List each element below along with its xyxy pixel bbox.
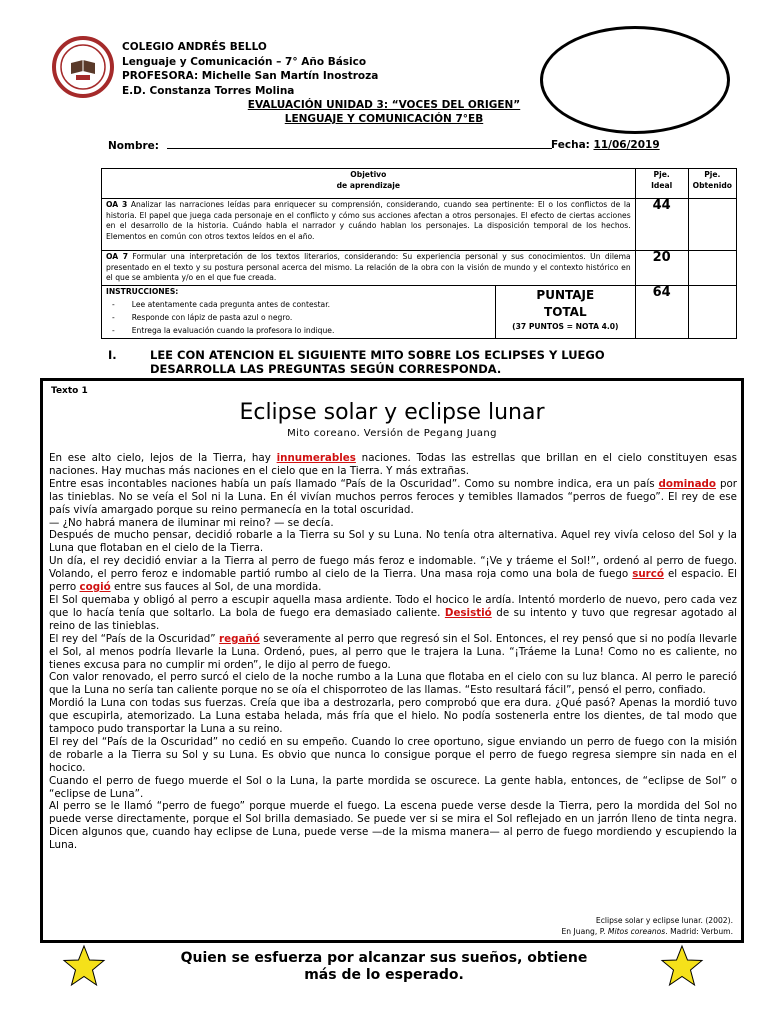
story-paragraph: Un día, el rey decidió enviar a la Tierra al perro de fuego más feroz e indomable. “¡Ve y tráeme el Sol!”, ordenó al perro de fuego. Volando, el perro feroz e indomable partió rumbo al cielo de la Tierra. Una masa roja como una bola de fuego surcó el espacio. El perro cogió entre sus fauces al Sol, de una mordida. (49, 555, 737, 594)
story-paragraph: El rey del “País de la Oscuridad” no cedió en su empeño. Cuando lo cree oportuno, sigue enviando un perro de fuego con la misión de robarle a la Tierra su Sol y su Luna. Es obvio que nunca lo consigue porque el perro de fuego regresa siempre sin nada en el hocico. (49, 735, 737, 774)
total-score-label (496, 285, 636, 339)
vocab-word: Desistió (444, 606, 492, 619)
section-number: I. (108, 348, 117, 362)
school-name: COLEGIO ANDRÉS BELLO (122, 41, 267, 53)
vocab-word: innumerables (276, 452, 356, 464)
story-paragraph: Después de mucho pensar, decidió robarle a la Tierra su Sol y su Luna. No tenía otra alternativa. Aquel rey vivía celoso del Sol y la Luna que flotaban en el cielo de la Tierra. (49, 529, 737, 555)
story-paragraph: El rey del “País de la Oscuridad” regañó severamente al perro que regresó sin el Sol. Entonces, el rey pensó que si no podía llevarle el Sol, al menos podría llevarle la Luna. Ordenó, pues, al perro que le trajera la Luna. “¡Tráeme la Luna! Como no es caliente, no tienes excusa para no cumplir mi orden”, le dijo al perro de fuego. (49, 632, 737, 671)
oa3-code: OA 3 (106, 200, 128, 209)
story-paragraph: Al perro se le llamó “perro de fuego” porque muerde el fuego. La escena puede verse desde la Tierra, pero la mordida del Sol no puede verse directamente, porque el Sol brilla demasiado. Se puede ver si se mira el Sol reflejado en un jarrón lleno de tinta negra. Dicen algunos que, cuando hay eclipse de Luna, puede verse —de la misma manera— al perro de fuego mordiendo y escupiendo la Luna. (49, 800, 737, 852)
quote-line1: Quien se esfuerza por alcanzar sus sueños, obtiene (180, 950, 588, 966)
total-score-line2: TOTAL (544, 304, 587, 319)
oa7-obtained[interactable] (688, 251, 736, 286)
instruction-item: - Lee atentamente cada pregunta antes de contestar. (136, 298, 491, 311)
total-score-line1: PUNTAJE (536, 287, 595, 302)
text-label: Texto 1 (51, 386, 88, 396)
story-paragraph: En ese alto cielo, lejos de la Tierra, hay innumerables naciones. Todas las estrellas que brillan en el cielo constituyen esas naciones. Hay muchas más naciones en el cielo que en la Tierra. Y más extrañas. (49, 452, 737, 477)
oa3-points: 44 (635, 199, 688, 251)
vocab-word: cogió (79, 581, 111, 594)
oa3-text: Analizar las narraciones leídas para enriquecer su comprensión, considerando, cuando sea pertinente: El o los conflictos de la historia. El papel que juega cada personaje en el conflicto y cómo sus acciones afectan a otros personajes. El efecto de ciertas acciones en el desarrollo de la historia. Cuándo habla el narrador y cuándo hablan los personajes. La disposición temporal de los hechos. Elementos en común con otros textos leídos en el año. (106, 200, 631, 241)
school-header (122, 40, 378, 98)
name-field[interactable] (108, 139, 552, 152)
ideal-header (635, 169, 688, 199)
evaluation-title: EVALUACIÓN UNIDAD 3: “VOCES DEL ORIGEN” (247, 99, 521, 111)
date-label: Fecha: (551, 139, 590, 151)
story-paragraph: Con valor renovado, el perro surcó el cielo de la noche rumbo a la Luna que flotaba en el cielo con su luz blanca. Al perro le pareció que la Luna no sería tan caliente porque no se oía el chisporroteo de las llamas. “Esto resultará fácil”, pensó el perro, confiado. (49, 671, 737, 697)
citation-line1: Eclipse solar y eclipse lunar. (2002). (595, 916, 733, 925)
story-paragraph: Mordió la Luna con todas sus fuerzas. Creía que iba a destrozarla, pero comprobó que era dura. ¿Qué pasó? Apenas la mordió tuvo que escupirla, atemorizado. La Luna estaba helada, más fría que el hielo. No podía sostenerla entre los dientes, de tal modo que tampoco pudo transportar la Luna a su reino. (49, 697, 737, 736)
school-crest-icon (52, 36, 114, 98)
story-paragraph: Cuando el perro de fuego muerde el Sol o la Luna, la parte mordida se oscurece. La gente habla, entonces, de “eclipse de Sol” o “eclipse de Luna”. (49, 774, 737, 800)
instructions-title: INSTRUCCIONES: (106, 286, 179, 296)
oa7-text: Formular una interpretación de los textos literarios, considerando: Su experiencia personal y sus conocimientos. Un dilema presentado en el texto y su postura personal acerca del mismo. La relación de la obra con la visión de mundo y el contexto histórico en el que se ambienta y/o en el que fue creada. (106, 252, 631, 283)
star-icon (62, 944, 106, 988)
name-line (167, 139, 552, 149)
obtained-header-line2: Obtenido (692, 180, 732, 190)
course-name: Lenguaje y Comunicación – 7° Año Básico (122, 55, 367, 68)
instructions-cell (102, 285, 496, 339)
date-value: 11/06/2019 (593, 139, 660, 151)
vocab-word: dominado (658, 477, 716, 490)
oa7-code: OA 7 (106, 252, 129, 261)
story-paragraph: — ¿No habrá manera de iluminar mi reino? — se decía. (49, 516, 334, 529)
ideal-header-line2: Ideal (651, 180, 673, 190)
story-paragraph: Entre esas incontables naciones había un país llamado “País de la Oscuridad”. Como su nombre indica, era un país dominado por las tinieblas. No se veía el Sol ni la Luna. En él vivían muchos perros feroces y temibles llamados “perros de fuego”. El rey de ese país vivía amargado porque su reino permanecía en la total oscuridad. (49, 477, 738, 516)
star-icon (660, 944, 704, 988)
obtained-header-line1: Pje. (704, 170, 721, 179)
quote-line2: más de lo esperado. (304, 967, 464, 983)
motivational-quote (120, 950, 648, 984)
oa3-obtained[interactable] (688, 199, 736, 251)
instructions-list (106, 298, 491, 337)
date-field (551, 139, 660, 151)
name-label: Nombre: (108, 140, 159, 152)
section-heading (108, 349, 668, 376)
instruction-item: - Responde con lápiz de pasta azul o negro. (136, 311, 491, 324)
story-title: Eclipse solar y eclipse lunar (239, 400, 545, 425)
obtained-header (688, 169, 736, 199)
section-text: LEE CON ATENCION EL SIGUIENTE MITO SOBRE LOS ECLIPSES Y LUEGO DESARROLLA LAS PREGUNTAS SEGÚN CORRESPONDA. (150, 348, 605, 376)
ed-name: E.D. Constanza Torres Molina (122, 84, 295, 97)
citation-line2: En Juang, P. Mitos coreanos. Madrid: Verbum. (561, 927, 733, 936)
vocab-word: regañó (219, 632, 260, 645)
objective-header-line1: Objetivo (350, 170, 387, 179)
objectives-table (101, 168, 737, 339)
story-subtitle: Mito coreano. Versión de Pegang Juang (287, 428, 497, 439)
story-box (40, 378, 744, 943)
objective-header-line2: de aprendizaje (336, 180, 401, 190)
oa7-points: 20 (635, 251, 688, 286)
total-obtained[interactable] (688, 285, 736, 339)
instruction-item: - Entrega la evaluación cuando la profesora lo indique. (136, 324, 491, 337)
oa7-cell (102, 251, 636, 286)
total-points: 64 (635, 285, 688, 339)
evaluation-subtitle: LENGUAJE Y COMUNICACIÓN 7°EB (284, 113, 484, 125)
story-body (49, 452, 737, 852)
ideal-header-line1: Pje. (653, 170, 670, 179)
vocab-word: surcó (632, 568, 664, 581)
total-score-note: (37 PUNTOS = NOTA 4.0) (512, 321, 619, 331)
teacher-name: PROFESORA: Michelle San Martín Inostroza (122, 70, 379, 82)
oa3-cell (102, 199, 636, 251)
story-paragraph: El Sol quemaba y obligó al perro a escupir aquella masa ardiente. Todo el hocico le ardía. Intentó morderlo de nuevo, pero cada vez que lo hacía tenía que soltarlo. La bola de fuego era demasiado caliente. Desistió de su intento y tuvo que regresar agotado al reino de las tinieblas. (49, 593, 738, 632)
objective-header (102, 169, 636, 199)
